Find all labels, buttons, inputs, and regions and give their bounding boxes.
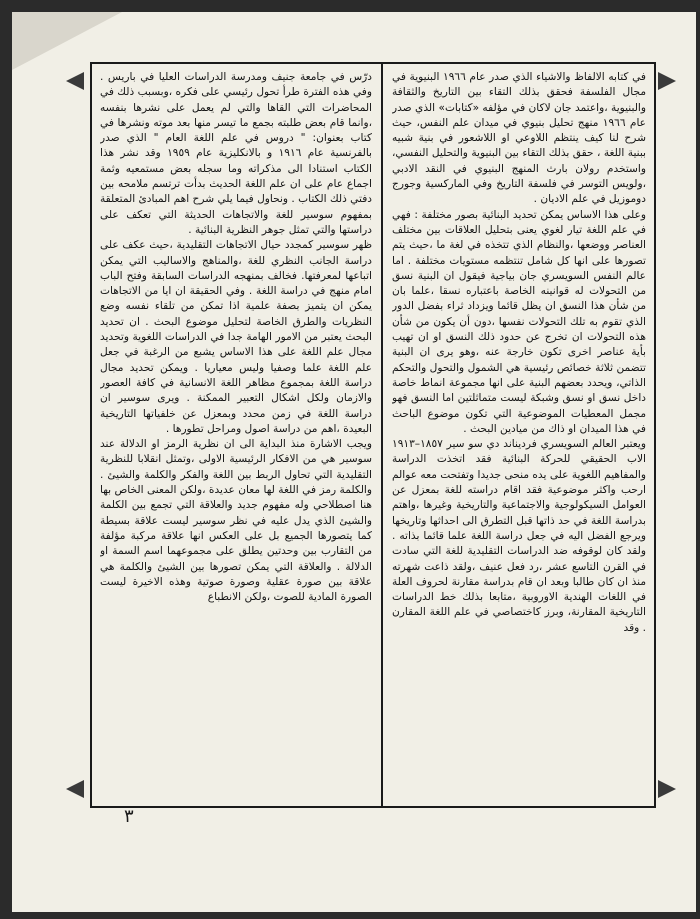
- paragraph: ويعتبر العالم السويسري فرديناند دي سو سير ١٨٥٧–١٩١٣ الاب الحقيقي للحركة البنائية فقد اتخذت الدراسة والمفاهيم اللغوية على يده منحى جديدا وتفتحت معه عوالم ارحب واكثر موضوعية فقد اقام دراسته للغة بمعزل عن العوامل السيكولوجية والاجتماعية والتاريخية وغيرها ،واهتم بدراسة اللغة في حد ذاتها قبل التطرق الى احداثها وتاريخها ويرجع الفضل اليه في جعل دراسة اللغة علما قائما بذاته . ولقد كان لوقوفه ضد الدراسات التقليدية للغة التي سادت في القرن التاسع عشر ،رد فعل عنيف ،ولقد ذاعت شهرته منذ ان كان طالبا وبعد ان قام بدراسة مقارنة لحروف العلة في اللغات الهندية الاوروبية ،متابعا بذلك خط الدراسات التاريخية المقارنة، وبرز كاختصاصي في علم اللغة المقارن . وقد: [392, 438, 646, 634]
- paragraph: وعلى هذا الاساس يمكن تحديد البنائية بصور مختلفة : فهي في علم اللغة تيار لغوي يعنى بتحليل العلاقات بين مختلف العناصر ووضعها ،والنظام الذي تتخذه في لغة ما ،حيث يتم تصورها على انها كل شامل تنتظمه مستويات مختلفة . اما عالم النفس السويسري جان بياجية فيقول ان البنية نسق من التحولات له قوانينه الخاصة باعتباره نسقا ،علما بان من شأن هذا النسق ان يظل قائما ويزداد ثراء بفضل الدور الذي تقوم به تلك التحولات نفسها ،دون أن يكون من شأن هذه التحولات ان تخرج عن حدود ذلك النسق او ان تهيب بأية عناصر اخرى تكون خارجة عنه ،وهو يرى ان البنية تتضمن ثلاثة خصائص رئيسية هي الشمول والتحول والتحكم الذاتي، ويحدد بعضهم البنية على انها مجموعة انماط خاصة داخل نسق او نسق وشبكة ليست متماثلتين اما النسق فهو مجمل المعطيات الموضوعية التي تكون موضوع الباحث في هذا الميدان او ذاك من ميادين البحث .: [392, 208, 646, 435]
- paragraph: ويجب الاشارة منذ البداية الى ان نظرية الرمز او الدلالة عند سوسير هي من الافكار الرئيسية الاولى ،وتمثل انقلابا للنظرية التقليدية التي تحاول الربط بين اللغة والفكر والكلمة والشيئ . والكلمة رمز في اللغة لها معان عديدة ،ولكن المعنى الخاص بها هنا اصطلاحي وله مفهوم جديد والعلاقة التي تجمع بين الكلمة والشيئ الذي يدل عليه في نظر سوسير ليست علاقة بسيطة كما يتصورها الجميع بل على العكس انها علاقة مركبة مؤلفة من التقارب بين وحدتين يطلق على مجموعهما اسم السمة او الدلالة . والعلاقة التي يمكن تصورها بين الشيئ والكلمة هي علاقة بين صورة عقلية وصورة صوتية وهذه الاخيرة ليست الصورة المادية للصوت ،ولكن الانطباع: [100, 438, 372, 604]
- corner-arrow-top-left-icon: [66, 72, 84, 90]
- paragraph: ظهر سوسير كمجدد حيال الاتجاهات التقليدية ،حيث عكف على دراسة الجانب النظري للغة ،والمناهج والاساليب التي يمكن اتباعها لمعرفتها. فخالف بمنهجه الدراسات السابقة وفتح الباب امام منهج في دراسة اللغة . وفي الحقيقة ان ايا من الاتجاهات يمكن ان يتميز بصفة علمية اذا تمكن من تلقاء نفسه وضع النظريات والطرق الخاصة لتحليل موضوع البحث . ان تحديد البحث يعتبر من الامور الهامة جدا في الدراسات اللغوية وتحديد مجال علم اللغة على هذا الاساس يشبع من الرغبة في جعل علم اللغة علما وصفيا وليس معياريا . ويمكن تحديد مجال دراسة اللغة بمجموع مظاهر اللغة الانسانية في كافة العصور والازمان ولكل اشكال التعبير الممكنة . ويرى سوسير ان دراسة اللغة في زمن محدد وبمعزل عن خلفياتها التاريخية البعيدة ،اهم من دراسة اصول ومراحل تطورها .: [100, 239, 372, 435]
- paragraph: في كتابه الالفاظ والاشياء الذي صدر عام ١٩٦٦ البنيوية في مجال الفلسفة فحقق بذلك التقاء بين التاريخ والثقافة والبنيوية ،واعتمد جان لاكان في مؤلفه «كتابات» الذي صدر عام ١٩٦٦ منهج تحليل بنيوي في ميدان علم النفس، حيث شرح لنا كيف ينتظم اللاوعي او اللاشعور في بنية شبيه ببنية اللغة ، حقق بذلك التقاء بين البنيوية والتحليل النفسي، واستخدم رولان بارث المنهج البنيوي في النقد الادبي ،ولويس التوسر في فلسفة التاريخ وفي الماركسية وجورج دوموزيل في علم الاديان .: [392, 71, 646, 206]
- right-text-column: [392, 70, 646, 798]
- corner-arrow-top-right-icon: [658, 72, 676, 90]
- paragraph: درّس في جامعة جنيف ومدرسة الدراسات العليا في باريس . وفي هذه الفترة طرأ تحول رئيسي على فكره ،وبسبب ذلك في المحاضرات التي القاها والتي لم يعمل على نشرها بنفسه ،وانما قام بعض طلبته بجمع ما تيسر منها بعد موته ونشرها في كتاب بعنوان: " دروس في علم اللغة العام " الذي صدر بالفرنسية عام ١٩١٦ و بالانكليزية عام ١٩٥٩ وقد نشر هذا الكتاب استنادا الى مذكراته وما سجله بعض مستمعيه وثمة اجماع عام على ان علم اللغة الحديث بدأت ترتسم ملامحه بين دفتي ذلك الكتاب . ونحاول فيما يلي شرح اهم المبادئ المتعلقة بمفهوم سوسير للغة والاتجاهات الحديثة التي تعكف على دراستها والتي تمثل جوهر النظرية البنائية .: [100, 71, 372, 236]
- left-text-column: [100, 70, 372, 798]
- corner-arrow-bottom-right-icon: [658, 780, 676, 798]
- corner-arrow-bottom-left-icon: [66, 780, 84, 798]
- column-divider: [381, 62, 383, 806]
- page-number: ٣: [124, 806, 134, 827]
